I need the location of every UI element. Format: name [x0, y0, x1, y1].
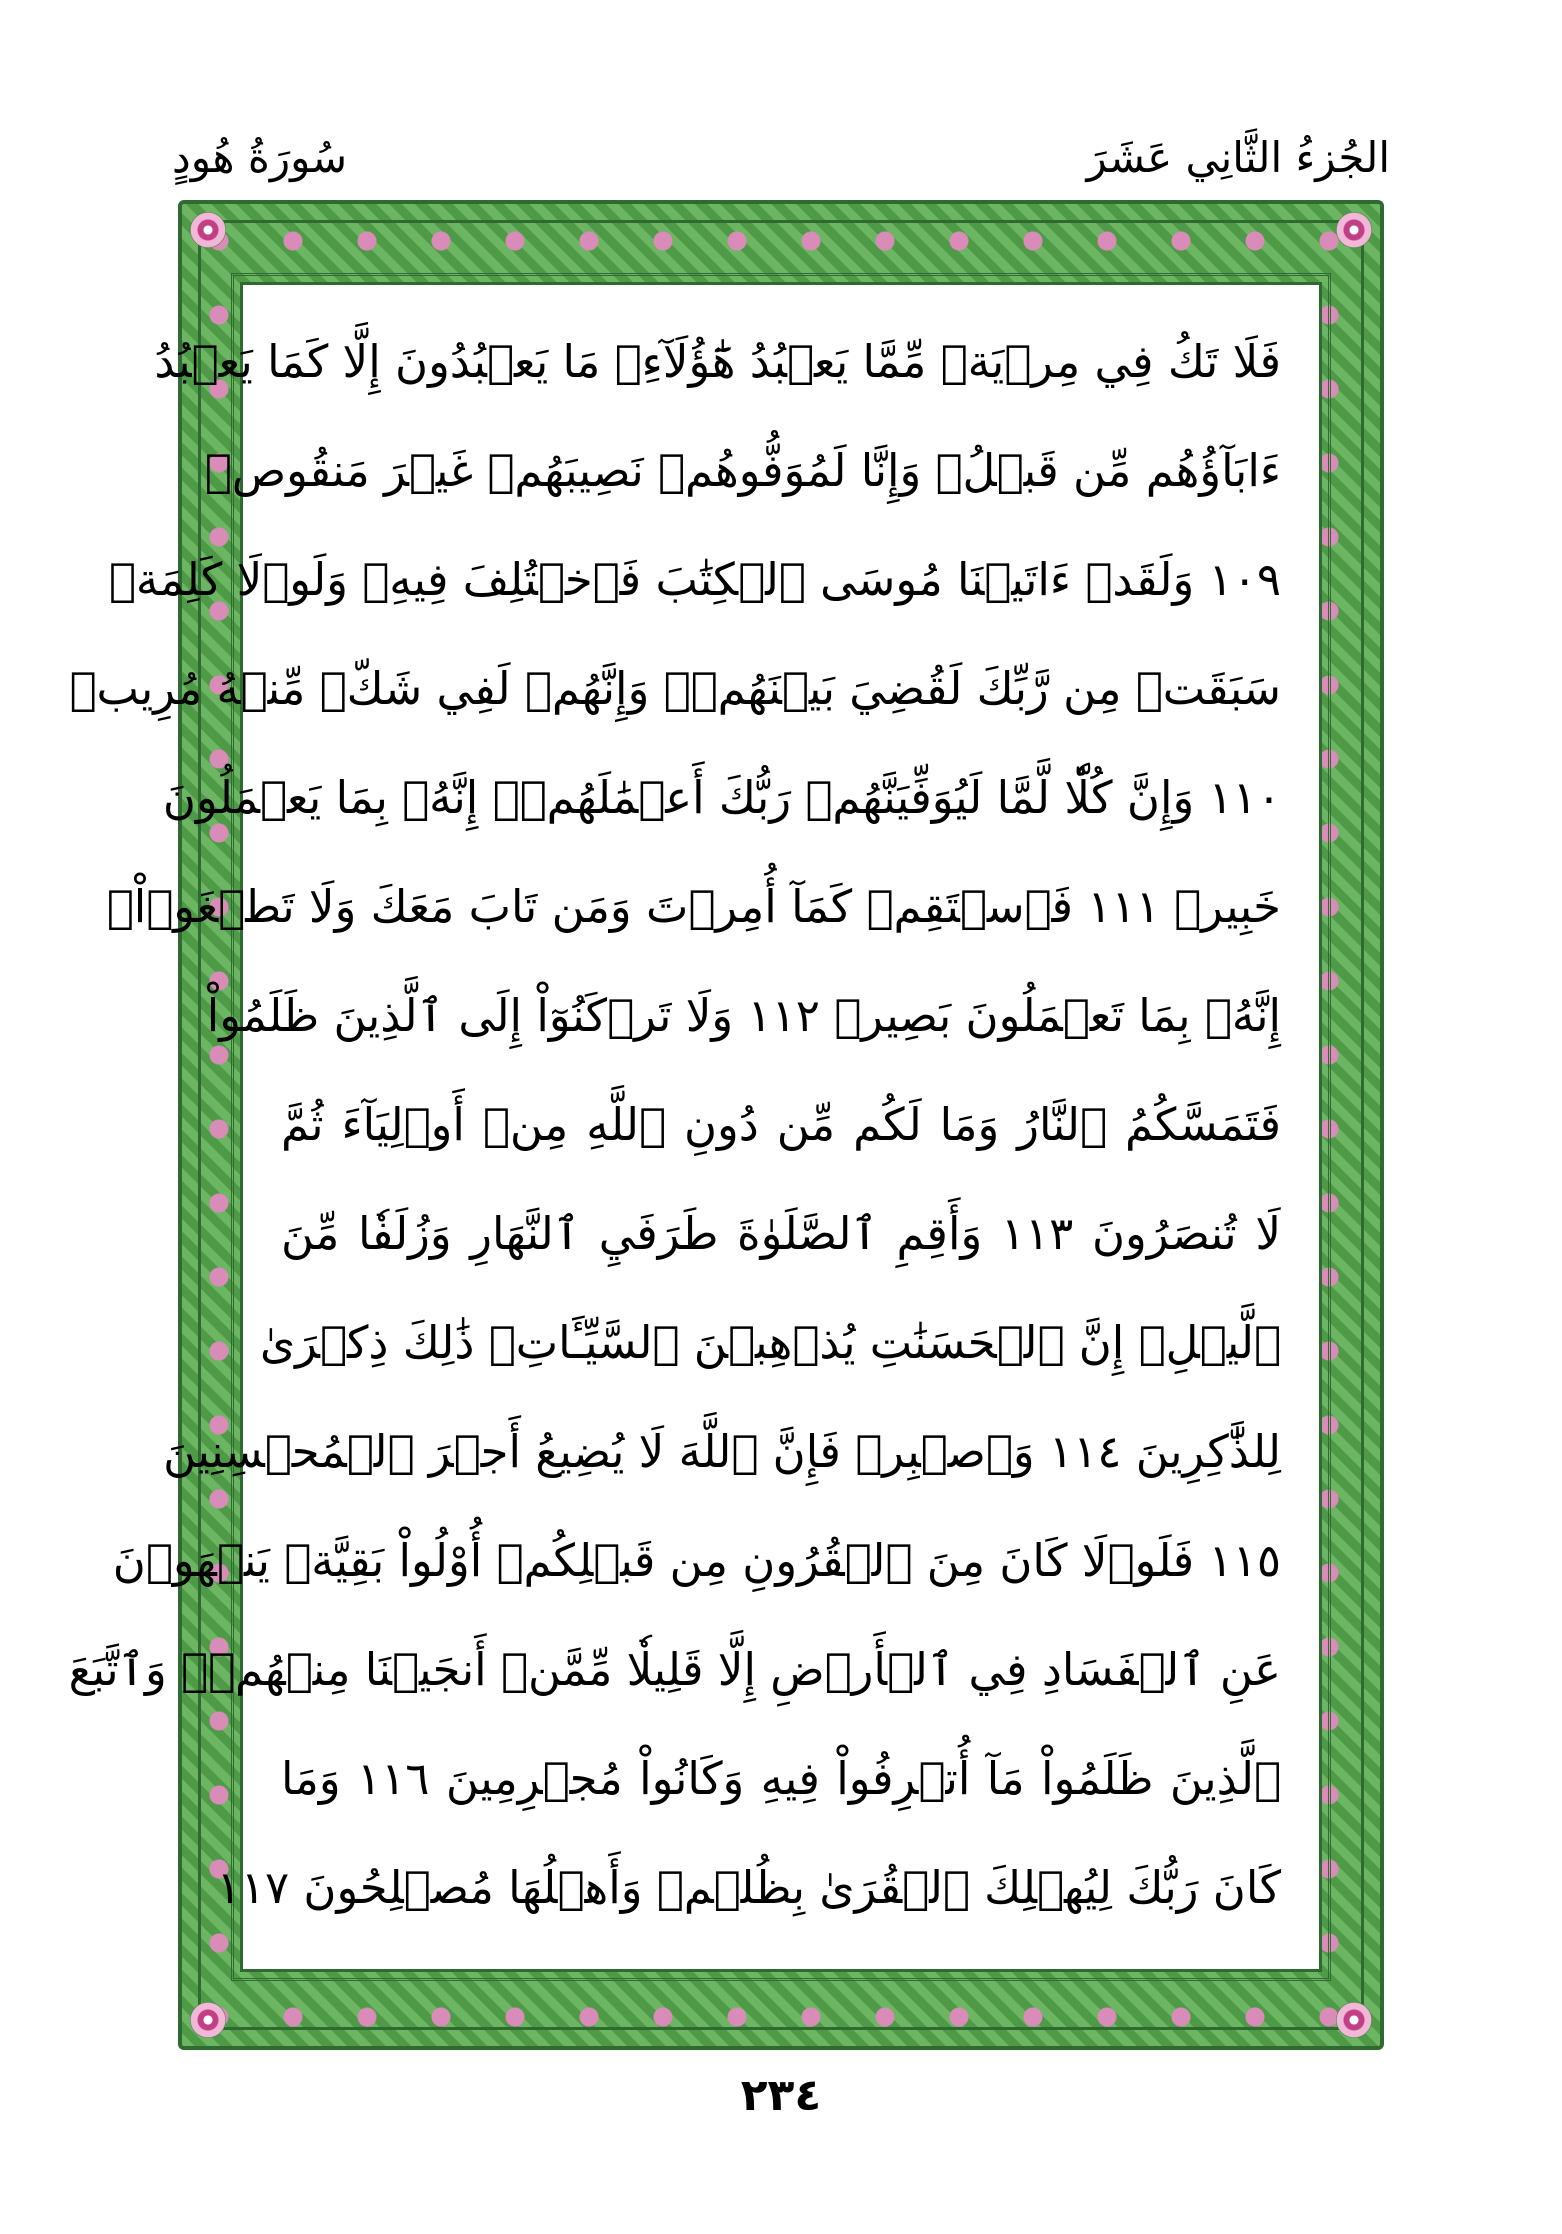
- quran-line: لِلذَّٰكِرِينَ ١١٤ وَٱصۡبِرۡ فَإِنَّ ٱللَّهَ لَا يُضِيعُ أَجۡرَ ٱلۡمُحۡسِنِينَ: [163, 1425, 1281, 1478]
- rosette-bottom-right-icon: [1336, 2002, 1372, 2038]
- quran-line: سَبَقَتۡ مِن رَّبِّكَ لَقُضِيَ بَيۡنَهُمۡۚ وَإِنَّهُمۡ لَفِي شَكّٖ مِّنۡهُ مُرِيبٖ: [69, 662, 1281, 715]
- quran-line: ١١٥ فَلَوۡلَا كَانَ مِنَ ٱلۡقُرُونِ مِن قَبۡلِكُمۡ أُوْلُواْ بَقِيَّةٖ يَنۡهَوۡنَ: [112, 1534, 1281, 1587]
- quran-line: ءَابَآؤُهُم مِّن قَبۡلُۚ وَإِنَّا لَمُوَفُّوهُمۡ نَصِيبَهُمۡ غَيۡرَ مَنقُوصٖ: [204, 444, 1281, 497]
- page-number: ٢٣٤: [740, 2070, 822, 2121]
- quran-line: لَا تُنصَرُونَ ١١٣ وَأَقِمِ ٱلصَّلَوٰةَ طَرَفَيِ ٱلنَّهَارِ وَزُلَفٗا مِّنَ: [281, 1207, 1281, 1260]
- rosette-top-left-icon: [190, 212, 226, 248]
- quran-line: ١١٠ وَإِنَّ كُلّٗا لَّمَّا لَيُوَفِّيَنَّهُمۡ رَبُّكَ أَعۡمَٰلَهُمۡۚ إِنَّهُۥ بِمَا يَعۡمَلُونَ: [162, 771, 1281, 824]
- rosette-top-right-icon: [1336, 212, 1372, 248]
- quran-line: فَتَمَسَّكُمُ ٱلنَّارُ وَمَا لَكُم مِّن دُونِ ٱللَّهِ مِنۡ أَوۡلِيَآءَ ثُمَّ: [281, 1098, 1281, 1151]
- quran-line: عَنِ ٱلۡفَسَادِ فِي ٱلۡأَرۡضِ إِلَّا قَلِيلٗا مِّمَّنۡ أَنجَيۡنَا مِنۡهُمۡۗ وَٱتَّبَعَ: [68, 1643, 1281, 1696]
- text-panel: [68, 282, 1322, 1972]
- quran-line: إِنَّهُۥ بِمَا تَعۡمَلُونَ بَصِيرٞ ١١٢ وَلَا تَرۡكَنُوٓاْ إِلَى ٱلَّذِينَ ظَلَمُواْ: [206, 989, 1281, 1042]
- quran-line: ١٠٩ وَلَقَدۡ ءَاتَيۡنَا مُوسَى ٱلۡكِتَٰبَ فَٱخۡتُلِفَ فِيهِۚ وَلَوۡلَا كَلِمَةٞ: [108, 553, 1281, 606]
- quran-line: ٱلَّذِينَ ظَلَمُواْ مَآ أُتۡرِفُواْ فِيهِ وَكَانُواْ مُجۡرِمِينَ ١١٦ وَمَا: [281, 1752, 1281, 1805]
- quran-line: كَانَ رَبُّكَ لِيُهۡلِكَ ٱلۡقُرَىٰ بِظُلۡمٖ وَأَهۡلُهَا مُصۡلِحُونَ ١١٧: [216, 1861, 1281, 1914]
- quran-line: خَبِيرٞ ١١١ فَٱسۡتَقِمۡ كَمَآ أُمِرۡتَ وَمَن تَابَ مَعَكَ وَلَا تَطۡغَوۡاْۚ: [106, 880, 1281, 933]
- ornamental-frame: [68, 200, 1384, 2050]
- quran-line: فَلَا تَكُ فِي مِرۡيَةٖ مِّمَّا يَعۡبُدُ هَٰٓؤُلَآءِۚ مَا يَعۡبُدُونَ إِلَّا كَمَا يَعۡبُدُ: [154, 335, 1281, 388]
- juz-label: الجُزءُ الثَّانِي عَشَرَ: [1086, 133, 1390, 182]
- quran-line: ٱلَّيۡلِۚ إِنَّ ٱلۡحَسَنَٰتِ يُذۡهِبۡنَ ٱلسَّيِّـَٔاتِۚ ذَٰلِكَ ذِكۡرَىٰ: [259, 1316, 1281, 1369]
- quran-lines: [68, 285, 1319, 1969]
- surah-label: سُورَةُ هُودٍ: [172, 133, 348, 182]
- rosette-bottom-left-icon: [190, 2002, 226, 2038]
